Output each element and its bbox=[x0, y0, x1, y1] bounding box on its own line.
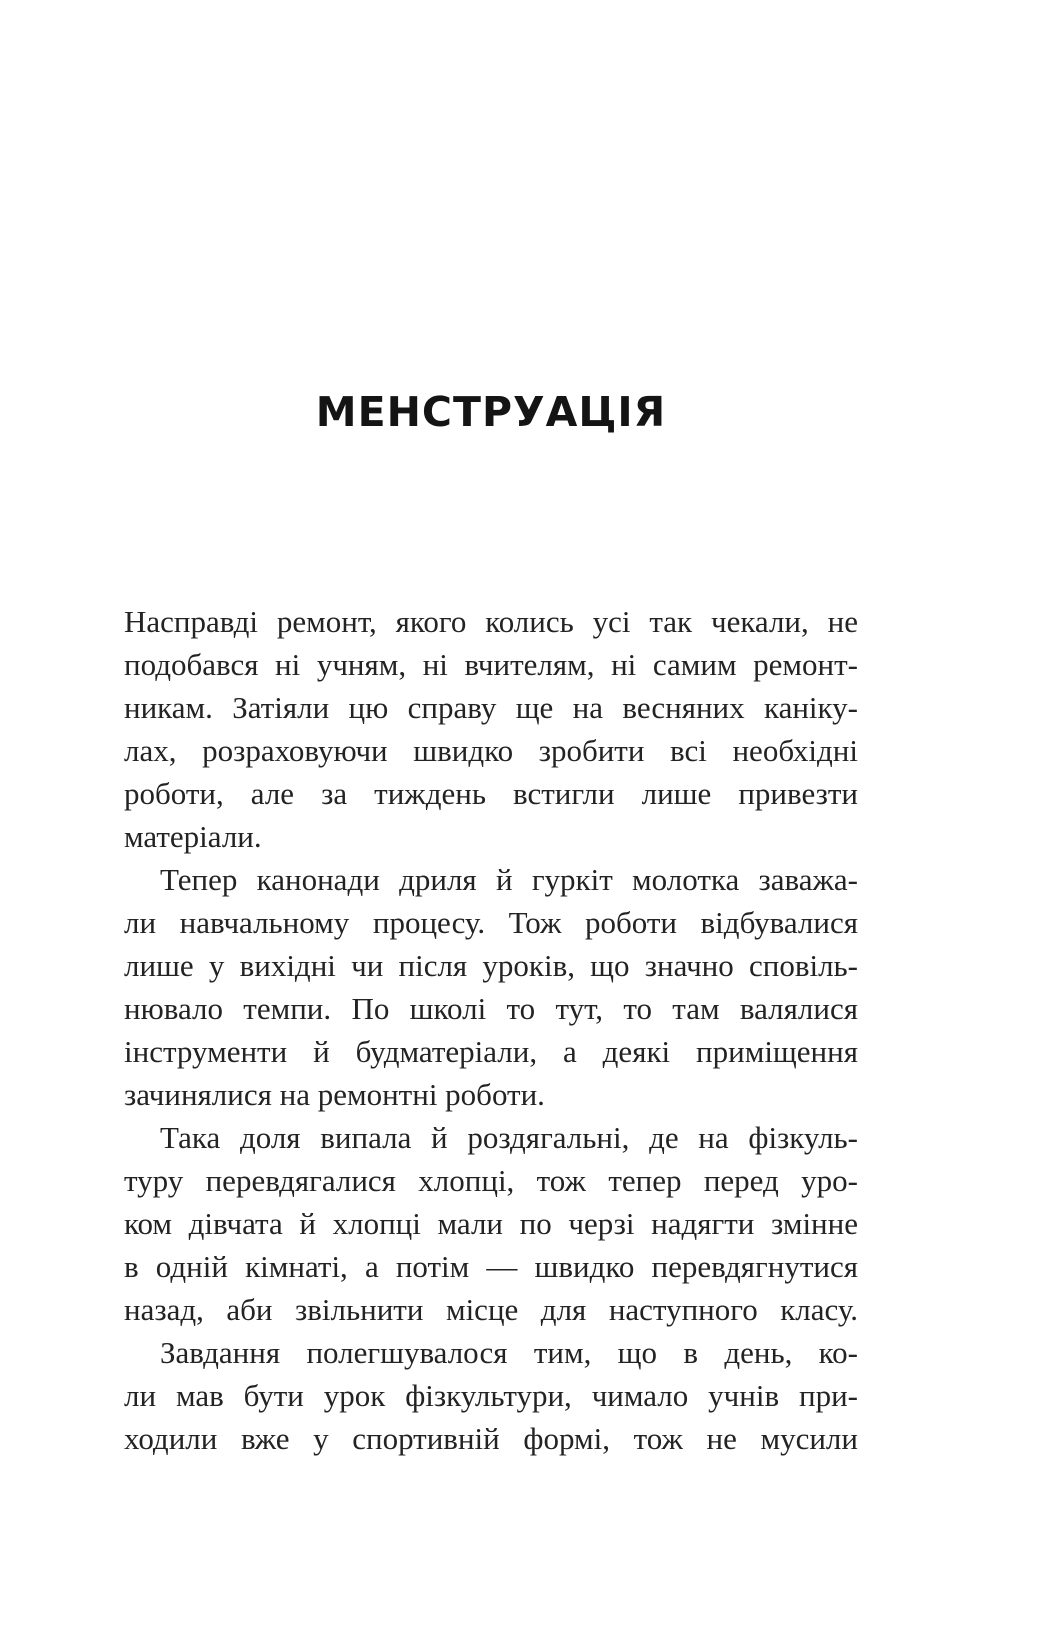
paragraph bbox=[124, 600, 858, 858]
text-line: никам. Затіяли цю справу ще на весняних каніку- bbox=[124, 690, 858, 725]
paragraph bbox=[124, 1116, 858, 1331]
text-line: назад, аби звільнити місце для наступного класу. bbox=[124, 1292, 858, 1327]
text-line: інструменти й будматеріали, а деякі приміщення bbox=[124, 1034, 858, 1069]
chapter-title: МЕНСТРУАЦІЯ bbox=[315, 388, 667, 436]
text-line: лише у вихідні чи після уроків, що значно сповіль- bbox=[124, 948, 858, 983]
text-line: матеріали. bbox=[124, 819, 262, 854]
paragraph bbox=[124, 1331, 858, 1460]
text-line: нювало темпи. По школі то тут, то там валялися bbox=[124, 991, 858, 1026]
text-line: ком дівчата й хлопці мали по черзі надягти змінне bbox=[124, 1206, 858, 1241]
text-line: Така доля випала й роздягальні, де на фізкуль- bbox=[160, 1120, 858, 1155]
text-line: туру перевдягалися хлопці, тож тепер перед уро- bbox=[124, 1163, 858, 1198]
body-text bbox=[124, 600, 858, 1460]
text-line: ли навчальному процесу. Тож роботи відбувалися bbox=[124, 905, 858, 940]
text-line: ходили вже у спортивній формі, тож не мусили bbox=[124, 1421, 858, 1456]
text-line: роботи, але за тиждень встигли лише привезти bbox=[124, 776, 858, 811]
text-line: Тепер канонади дриля й гуркіт молотка заважа- bbox=[160, 862, 858, 897]
text-line: лах, розраховуючи швидко зробити всі необхідні bbox=[124, 733, 858, 768]
text-line: Завдання полегшувалося тим, що в день, ко- bbox=[160, 1335, 858, 1370]
text-line: подобався ні учням, ні вчителям, ні самим ремонт- bbox=[124, 647, 858, 682]
text-line: ли мав бути урок фізкультури, чимало учнів при- bbox=[124, 1378, 858, 1413]
paragraph bbox=[124, 858, 858, 1116]
text-line: в одній кімнаті, а потім — швидко перевдягнутися bbox=[124, 1249, 858, 1284]
text-line: зачинялися на ремонтні роботи. bbox=[124, 1077, 545, 1112]
text-line: Насправді ремонт, якого колись усі так чекали, не bbox=[124, 604, 858, 639]
